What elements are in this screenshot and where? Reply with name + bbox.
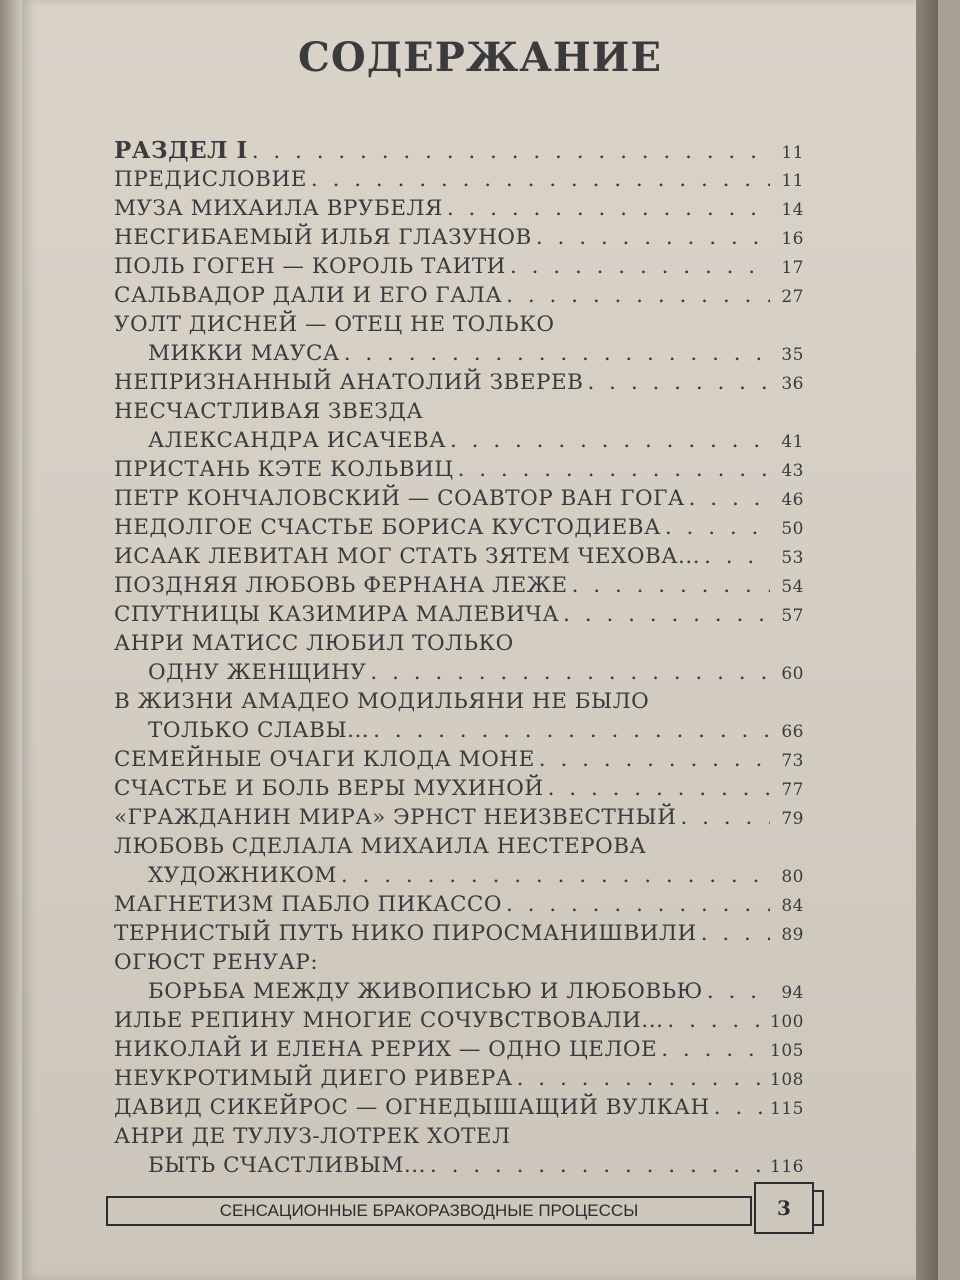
toc-entry-title: ПОЛЬ ГОГЕН — КОРОЛЬ ТАИТИ — [114, 254, 506, 279]
dot-leader — [714, 1093, 766, 1122]
toc-entry-line — [114, 339, 804, 368]
dot-leader — [680, 803, 770, 832]
dot-leader — [707, 977, 770, 1006]
toc-page-number: 80 — [781, 867, 804, 887]
toc-page-number: 17 — [781, 258, 804, 278]
toc-entry-title: ИСААК ЛЕВИТАН МОГ СТАТЬ ЗЯТЕМ ЧЕХОВА... — [114, 544, 701, 569]
dot-leader — [536, 223, 770, 252]
toc-entry-line — [114, 136, 804, 165]
toc-entry — [114, 1093, 804, 1122]
toc-page-number: 73 — [781, 751, 804, 771]
toc-entry-title: В ЖИЗНИ АМАДЕО МОДИЛЬЯНИ НЕ БЫЛО — [114, 689, 650, 714]
dot-leader — [506, 890, 770, 919]
toc-entry-title: ИЛЬЕ РЕПИНУ МНОГИЕ СОЧУВСТВОВАЛИ... — [114, 1008, 664, 1033]
toc-entry-line — [114, 890, 804, 919]
toc-entry-line — [114, 426, 804, 455]
page-number: 3 — [754, 1182, 814, 1234]
toc-entry — [114, 687, 804, 745]
toc-page-number: 79 — [781, 809, 804, 829]
toc-page-number: 35 — [781, 345, 804, 365]
toc-entry-line — [114, 1006, 804, 1035]
toc-entry-title: МАГНЕТИЗМ ПАБЛО ПИКАССО — [114, 892, 502, 917]
toc-entry — [114, 774, 804, 803]
dot-leader — [311, 165, 770, 194]
toc-section-heading — [114, 136, 804, 165]
toc-entry — [114, 223, 804, 252]
toc-page-number: 27 — [781, 287, 804, 307]
toc-entry-title: СПУТНИЦЫ КАЗИМИРА МАЛЕВИЧА — [114, 602, 560, 627]
toc-page-number: 53 — [781, 548, 804, 568]
book-spine-shadow — [0, 0, 22, 1280]
toc-page-number: 11 — [781, 171, 804, 191]
dot-leader — [430, 1151, 766, 1180]
toc-entry-title: БОРЬБА МЕЖДУ ЖИВОПИСЬЮ И ЛЮБОВЬЮ — [148, 979, 703, 1004]
toc-page-number: 16 — [781, 229, 804, 249]
toc-entry — [114, 890, 804, 919]
toc-page-number: 36 — [781, 374, 804, 394]
dot-leader — [539, 745, 770, 774]
toc-entry-line — [114, 513, 804, 542]
dot-leader — [510, 252, 770, 281]
toc-entry-line — [114, 455, 804, 484]
toc-entry-title: ТОЛЬКО СЛАВЫ... — [148, 718, 370, 743]
toc-entry-line — [114, 310, 804, 339]
dot-leader — [341, 861, 770, 890]
toc-page-number: 14 — [781, 200, 804, 220]
toc-entry-line — [114, 1093, 804, 1122]
toc-entry-title: АЛЕКСАНДРА ИСАЧЕВА — [148, 428, 446, 453]
toc-page-number: 94 — [781, 983, 804, 1003]
toc-entry-line — [114, 1151, 804, 1180]
toc-page-number: 89 — [781, 925, 804, 945]
toc-page-number: 100 — [770, 1012, 804, 1032]
toc-entry-line — [114, 542, 804, 571]
page-number-tab — [814, 1190, 824, 1226]
running-title: СЕНСАЦИОННЫЕ БРАКОРАЗВОДНЫЕ ПРОЦЕССЫ — [106, 1196, 752, 1226]
toc-entry-title: ПОЗДНЯЯ ЛЮБОВЬ ФЕРНАНА ЛЕЖЕ — [114, 573, 568, 598]
toc-entry-line — [114, 223, 804, 252]
toc-entry-title: НЕДОЛГОЕ СЧАСТЬЕ БОРИСА КУСТОДИЕВА — [114, 515, 661, 540]
toc-entry-line — [114, 368, 804, 397]
toc-page-number: 46 — [781, 490, 804, 510]
dot-leader — [689, 484, 770, 513]
toc-entry-title: НИКОЛАЙ И ЕЛЕНА РЕРИХ — ОДНО ЦЕЛОЕ — [114, 1037, 658, 1062]
toc-entry-line — [114, 571, 804, 600]
dot-leader — [661, 1035, 766, 1064]
dot-leader — [548, 774, 770, 803]
toc-entry — [114, 397, 804, 455]
toc-entry — [114, 600, 804, 629]
toc-entry-title: САЛЬВАДОР ДАЛИ И ЕГО ГАЛА — [114, 283, 503, 308]
toc-entry-title: ПЕТР КОНЧАЛОВСКИЙ — СОАВТОР ВАН ГОГА — [114, 486, 685, 511]
toc-entry — [114, 542, 804, 571]
toc-entry — [114, 484, 804, 513]
toc-entry-line — [114, 774, 804, 803]
toc-entry — [114, 165, 804, 194]
dot-leader — [506, 281, 770, 310]
dot-leader — [344, 339, 770, 368]
page-title: СОДЕРЖАНИЕ — [298, 34, 662, 81]
toc-entry-title: СЕМЕЙНЫЕ ОЧАГИ КЛОДА МОНЕ — [114, 747, 535, 772]
toc-page-number: 50 — [781, 519, 804, 539]
toc-entry-title: МУЗА МИХАИЛА ВРУБЕЛЯ — [114, 196, 443, 221]
toc-entry-title: СЧАСТЬЕ И БОЛЬ ВЕРЫ МУХИНОЙ — [114, 776, 544, 801]
toc-page-number: 115 — [770, 1099, 804, 1119]
toc-entry-title: ТЕРНИСТЫЙ ПУТЬ НИКО ПИРОСМАНИШВИЛИ — [114, 921, 697, 946]
dot-leader — [450, 426, 770, 455]
dot-leader — [370, 658, 770, 687]
toc-entry-line — [114, 803, 804, 832]
dot-leader — [667, 1006, 766, 1035]
toc-entry-line — [114, 716, 804, 745]
toc-entry-line — [114, 1122, 804, 1151]
dot-leader — [701, 919, 770, 948]
toc-entry — [114, 745, 804, 774]
toc-entry-line — [114, 1064, 804, 1093]
dot-leader — [447, 194, 770, 223]
toc-entry-title: ПРЕДИСЛОВИЕ — [114, 167, 307, 192]
toc-entry — [114, 252, 804, 281]
toc-entry-title: БЫТЬ СЧАСТЛИВЫМ... — [148, 1153, 426, 1178]
dot-leader — [572, 571, 770, 600]
dot-leader — [704, 542, 770, 571]
dot-leader — [665, 513, 770, 542]
toc-entry-line — [114, 919, 804, 948]
toc-page-number: 116 — [770, 1157, 804, 1177]
toc-entry-title: НЕСГИБАЕМЫЙ ИЛЬЯ ГЛАЗУНОВ — [114, 225, 532, 250]
toc-entry-title: НЕСЧАСТЛИВАЯ ЗВЕЗДА — [114, 399, 424, 424]
toc-entry — [114, 571, 804, 600]
toc-page-number: 43 — [781, 461, 804, 481]
toc-entry-title: НЕПРИЗНАННЫЙ АНАТОЛИЙ ЗВЕРЕВ — [114, 370, 584, 395]
toc-entry — [114, 194, 804, 223]
dot-leader — [458, 455, 770, 484]
toc-entry-title: ЛЮБОВЬ СДЕЛАЛА МИХАИЛА НЕСТЕРОВА — [114, 834, 647, 859]
toc-entry-title: ПРИСТАНЬ КЭТЕ КОЛЬВИЦ — [114, 457, 454, 482]
toc-entry — [114, 803, 804, 832]
toc-entry-title: МИККИ МАУСА — [148, 341, 340, 366]
toc-entry-line — [114, 600, 804, 629]
toc-entry-title: ХУДОЖНИКОМ — [148, 863, 337, 888]
dot-leader — [252, 137, 770, 166]
toc-entry-title: ДАВИД СИКЕЙРОС — ОГНЕДЫШАЩИЙ ВУЛКАН — [114, 1095, 710, 1120]
toc-entry — [114, 1122, 804, 1180]
toc-entry-title: АНРИ ДЕ ТУЛУЗ-ЛОТРЕК ХОТЕЛ — [114, 1124, 511, 1149]
toc-entry-line — [114, 658, 804, 687]
toc-entry-title: ОДНУ ЖЕНЩИНУ — [148, 660, 367, 685]
toc-entry-title: РАЗДЕЛ I — [114, 137, 248, 164]
page-edge — [916, 0, 938, 1280]
toc-entry-line — [114, 687, 804, 716]
toc-entry — [114, 281, 804, 310]
toc-page-number: 60 — [781, 664, 804, 684]
toc-entry-line — [114, 629, 804, 658]
toc-entry-title: ОГЮСТ РЕНУАР: — [114, 950, 319, 975]
toc-page-number: 57 — [781, 606, 804, 626]
dot-leader — [517, 1064, 766, 1093]
dot-leader — [587, 368, 770, 397]
toc-entry-line — [114, 832, 804, 861]
toc-entry-line — [114, 194, 804, 223]
toc-entry — [114, 1006, 804, 1035]
toc-entry-line — [114, 861, 804, 890]
toc-entry — [114, 368, 804, 397]
toc-entry — [114, 629, 804, 687]
toc-page-number: 77 — [781, 780, 804, 800]
toc-entry-title: УОЛТ ДИСНЕЙ — ОТЕЦ НЕ ТОЛЬКО — [114, 312, 555, 337]
toc-page-number: 66 — [781, 722, 804, 742]
toc-entry-line — [114, 281, 804, 310]
dot-leader — [563, 600, 770, 629]
toc-page-number: 41 — [781, 432, 804, 452]
toc-entry — [114, 832, 804, 890]
toc-entry-line — [114, 484, 804, 513]
toc-entry — [114, 1035, 804, 1064]
toc-entry — [114, 513, 804, 542]
toc-entry — [114, 948, 804, 1006]
toc-entry-title: «ГРАЖДАНИН МИРА» ЭРНСТ НЕИЗВЕСТНЫЙ — [114, 805, 677, 830]
toc-page-number: 105 — [770, 1041, 804, 1061]
toc-entry — [114, 1064, 804, 1093]
toc-page-number: 84 — [781, 896, 804, 916]
toc-entry-line — [114, 745, 804, 774]
toc-entry-line — [114, 165, 804, 194]
toc-entry-line — [114, 977, 804, 1006]
toc-entry — [114, 310, 804, 368]
toc-page-number: 54 — [781, 577, 804, 597]
toc-entry-line — [114, 1035, 804, 1064]
toc-entry-line — [114, 948, 804, 977]
toc-entry-title: АНРИ МАТИСС ЛЮБИЛ ТОЛЬКО — [114, 631, 514, 656]
toc-page-number: 11 — [781, 143, 804, 163]
toc-entry — [114, 919, 804, 948]
toc-entry — [114, 455, 804, 484]
dot-leader — [373, 716, 770, 745]
toc-entry-line — [114, 397, 804, 426]
toc-entry-line — [114, 252, 804, 281]
toc-page-number: 108 — [770, 1070, 804, 1090]
toc-entry-title: НЕУКРОТИМЫЙ ДИЕГО РИВЕРА — [114, 1066, 513, 1091]
table-of-contents — [114, 136, 804, 1180]
